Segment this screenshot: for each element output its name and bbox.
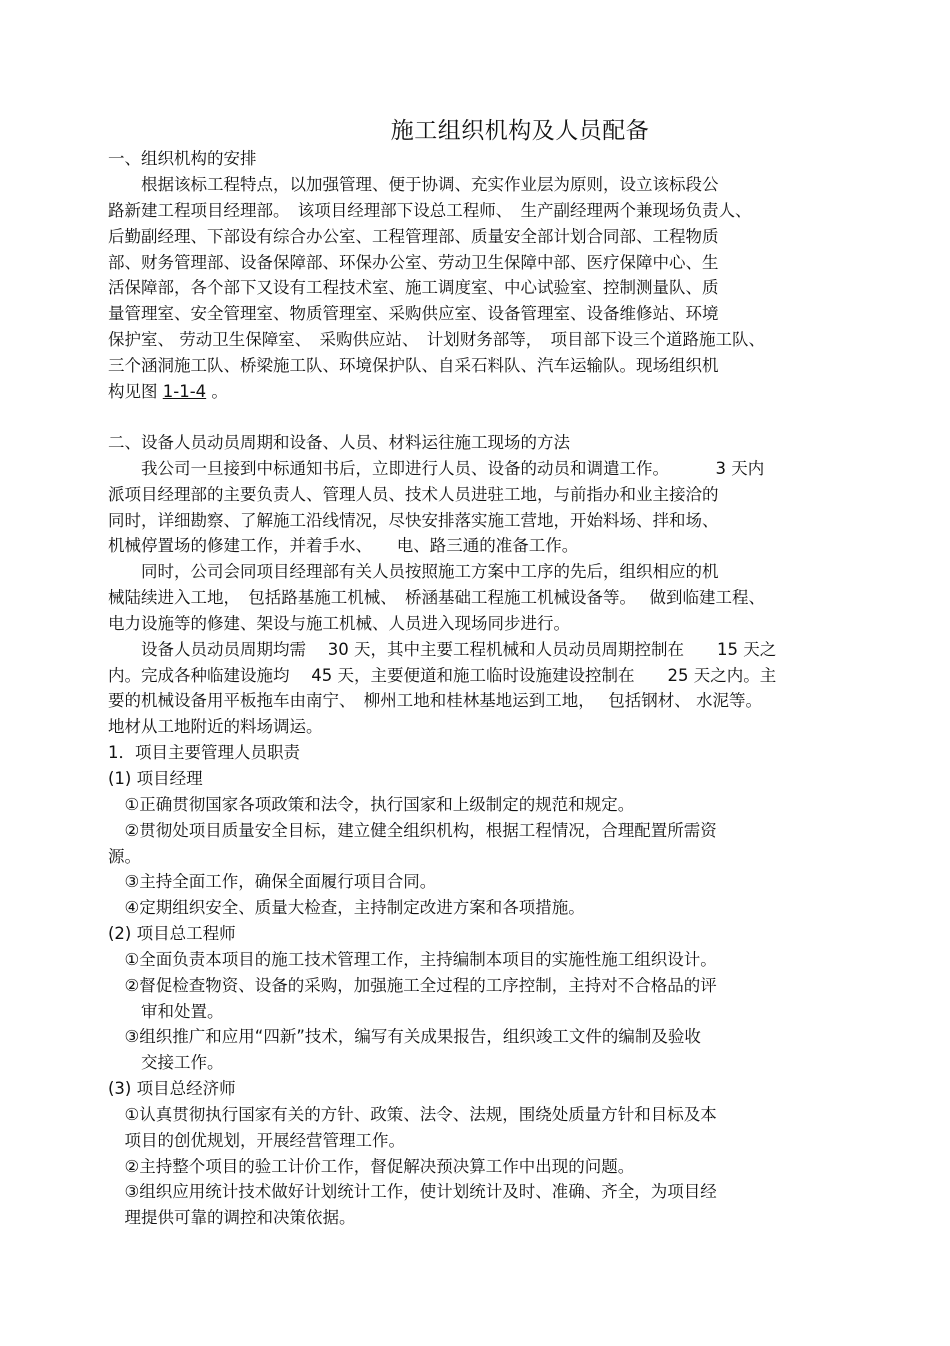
list-item: ②贯彻处项目质量安全目标，建立健全组织机构，根据工程情况，合理配置所需资 <box>108 821 717 840</box>
body-line: 同时，公司会同项目经理部有关人员按照施工方案中工序的先后，组织相应的机 <box>108 562 719 581</box>
list-item: ①正确贯彻国家各项政策和法令，执行国家和上级制定的规范和规定。 <box>108 795 635 814</box>
body-line: 机械停置场的修建工作，并着手水、 电、路三通的准备工作。 <box>108 536 579 555</box>
list-item: 源。 <box>108 847 141 866</box>
list-item: 理提供可靠的调控和决策依据。 <box>108 1208 356 1227</box>
list-item: 项目的创优规划，开展经营管理工作。 <box>108 1131 405 1150</box>
body-line: 量管理室、安全管理室、物质管理室、采购供应室、设备管理室、设备维修站、环境 <box>108 304 719 323</box>
body-line: 地材从工地附近的料场调运。 <box>108 717 323 736</box>
figure-reference-number: 1-1-4 <box>162 382 207 401</box>
figure-reference-line <box>108 381 228 403</box>
list-item: ①认真贯彻执行国家有关的方针、政策、法令、法规，围绕处质量方针和目标及本 <box>108 1105 717 1124</box>
body-line: 活保障部，各个部下又设有工程技术室、施工调度室、中心试验室、控制测量队、质 <box>108 278 719 297</box>
role-heading: (3) 项目总经济师 <box>108 1079 236 1098</box>
body-line: 同时，详细勘察、了解施工沿线情况，尽快安排落实施工营地，开始料场、拌和场、 <box>108 511 719 530</box>
body-line: 设备人员动员周期均需 30 天，其中主要工程机械和人员动员周期控制在 15 天之 <box>108 640 777 659</box>
body-line: 后勤副经理、下部设有综合办公室、工程管理部、质量安全部计划合同部、工程物质 <box>108 227 719 246</box>
subsection-heading: 1．项目主要管理人员职责 <box>108 743 300 762</box>
section-heading: 二、设备人员动员周期和设备、人员、材料运往施工现场的方法 <box>108 433 570 452</box>
section-heading: 一、组织机构的安排 <box>108 149 257 168</box>
list-item: 审和处置。 <box>108 1002 224 1021</box>
body-line: 部、财务管理部、设备保障部、环保办公室、劳动卫生保障中部、医疗保障中心、生 <box>108 253 719 272</box>
list-item: ②督促检查物资、设备的采购，加强施工全过程的工序控制，主持对不合格品的评 <box>108 976 717 995</box>
body-line: 保护室、 劳动卫生保障室、 采购供应站、 计划财务部等， 项目部下设三个道路施工队、 <box>108 330 765 349</box>
list-item: 交接工作。 <box>108 1053 224 1072</box>
body-line: 三个涵洞施工队、桥梁施工队、环境保护队、自采石料队、汽车运输队。现场组织机 <box>108 356 719 375</box>
body-line: 我公司一旦接到中标通知书后，立即进行人员、设备的动员和调遣工作。 3 天内 <box>108 459 765 478</box>
body-line: 电力设施等的修建、架设与施工机械、人员进入现场同步进行。 <box>108 614 570 633</box>
body-line: 派项目经理部的主要负责人、管理人员、技术人员进驻工地，与前指办和业主接洽的 <box>108 485 719 504</box>
body-line: 要的机械设备用平板拖车由南宁、 柳州工地和桂林基地运到工地， 包括钢材、 水泥等。 <box>108 691 762 710</box>
list-item: ③组织应用统计技术做好计划统计工作，使计划统计及时、准确、齐全，为项目经 <box>108 1182 717 1201</box>
body-line: 路新建工程项目经理部。 该项目经理部下设总工程师、 生产副经理两个兼现场负责人、 <box>108 201 752 220</box>
body-line: 内。完成各种临建设施均 45 天，主要便道和施工临时设施建设控制在 25 天之内。主 <box>108 666 777 685</box>
list-item: ④定期组织安全、质量大检查，主持制定改进方案和各项措施。 <box>108 898 585 917</box>
list-item: ②主持整个项目的验工计价工作，督促解决预决算工作中出现的问题。 <box>108 1157 635 1176</box>
figure-reference-suffix: 。 <box>206 382 228 401</box>
figure-reference-prefix: 构见图 <box>108 382 163 401</box>
body-line: 械陆续进入工地， 包括路基施工机械、 桥涵基础工程施工机械设备等。 做到临建工程、 <box>108 588 765 607</box>
list-item: ③主持全面工作，确保全面履行项目合同。 <box>108 872 437 891</box>
role-heading: (2) 项目总工程师 <box>108 924 236 943</box>
list-item: ③组织推广和应用“四新”技术，编写有关成果报告，组织竣工文件的编制及验收 <box>108 1027 701 1046</box>
document-title: 施工组织机构及人员配备 <box>390 118 650 144</box>
body-line: 根据该标工程特点，以加强管理、便于协调、充实作业层为原则，设立该标段公 <box>108 175 719 194</box>
list-item: ①全面负责本项目的施工技术管理工作，主持编制本项目的实施性施工组织设计。 <box>108 950 717 969</box>
role-heading: (1) 项目经理 <box>108 769 203 788</box>
